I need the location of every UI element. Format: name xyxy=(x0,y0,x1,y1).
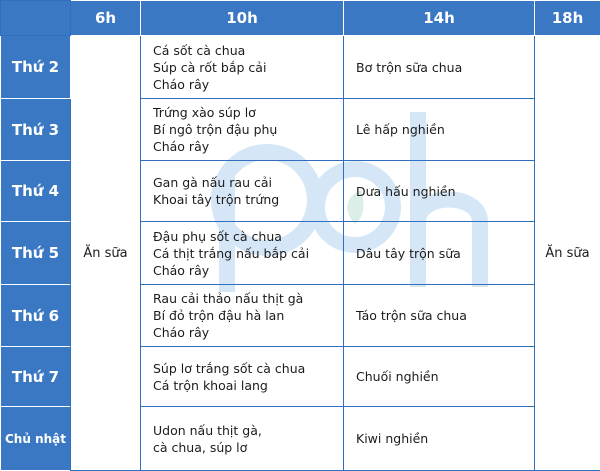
meal-item: Súp lơ trắng sốt cà chua xyxy=(153,360,343,377)
meal-item: Khoai tây trộn trứng xyxy=(153,191,343,208)
milk-6h-cell: Ăn sữa xyxy=(71,36,141,471)
meal-10h-cell xyxy=(141,285,344,347)
meal-item: Đậu phụ sốt cà chua xyxy=(153,228,343,245)
column-header-6h: 6h xyxy=(71,1,141,36)
day-label: Thứ 6 xyxy=(1,285,71,347)
day-label: Thứ 7 xyxy=(1,347,71,407)
meal-10h-cell xyxy=(141,222,344,285)
column-header-10h: 10h xyxy=(141,1,344,36)
meal-item: Súp cà rốt bắp cải xyxy=(153,59,343,76)
snack-14h-cell: Táo trộn sữa chua xyxy=(344,285,535,347)
milk-18h-cell: Ăn sữa xyxy=(535,36,600,471)
meal-item: Rau cải thảo nấu thịt gà xyxy=(153,290,343,307)
meal-item: Bí đỏ trộn đậu hà lan xyxy=(153,307,343,324)
meal-item: Cá sốt cà chua xyxy=(153,42,343,59)
snack-14h-cell: Lê hấp nghiền xyxy=(344,99,535,161)
table-row xyxy=(1,36,600,99)
meal-item: Cá thịt trắng nấu bắp cải xyxy=(153,245,343,262)
meal-10h-cell xyxy=(141,161,344,222)
day-label: Thứ 5 xyxy=(1,222,71,285)
day-label: Thứ 4 xyxy=(1,161,71,222)
meal-item: Cháo rây xyxy=(153,262,343,279)
meal-item: Cháo rây xyxy=(153,138,343,155)
meal-item: cà chua, súp lơ xyxy=(153,439,343,456)
header-row xyxy=(1,1,600,36)
meal-item: Cháo rây xyxy=(153,324,343,341)
snack-14h-cell: Dâu tây trộn sữa xyxy=(344,222,535,285)
corner-cell xyxy=(1,1,71,36)
meal-10h-cell xyxy=(141,407,344,471)
column-header-18h: 18h xyxy=(535,1,600,36)
snack-14h-cell: Dưa hấu nghiền xyxy=(344,161,535,222)
day-label: Chủ nhật xyxy=(1,407,71,471)
snack-14h-cell: Chuối nghiền xyxy=(344,347,535,407)
meal-10h-cell xyxy=(141,99,344,161)
meal-item: Cháo rây xyxy=(153,76,343,93)
meal-item: Udon nấu thịt gà, xyxy=(153,422,343,439)
meal-10h-cell xyxy=(141,36,344,99)
meal-item: Bí ngô trộn đậu phụ xyxy=(153,121,343,138)
meal-item: Gan gà nấu rau cải xyxy=(153,174,343,191)
snack-14h-cell: Kiwi nghiền xyxy=(344,407,535,471)
day-label: Thứ 3 xyxy=(1,99,71,161)
column-header-14h: 14h xyxy=(344,1,535,36)
meal-item: Trứng xào súp lơ xyxy=(153,104,343,121)
day-label: Thứ 2 xyxy=(1,36,71,99)
snack-14h-cell: Bơ trộn sữa chua xyxy=(344,36,535,99)
meal-10h-cell xyxy=(141,347,344,407)
meal-item: Cá trộn khoai lang xyxy=(153,377,343,394)
